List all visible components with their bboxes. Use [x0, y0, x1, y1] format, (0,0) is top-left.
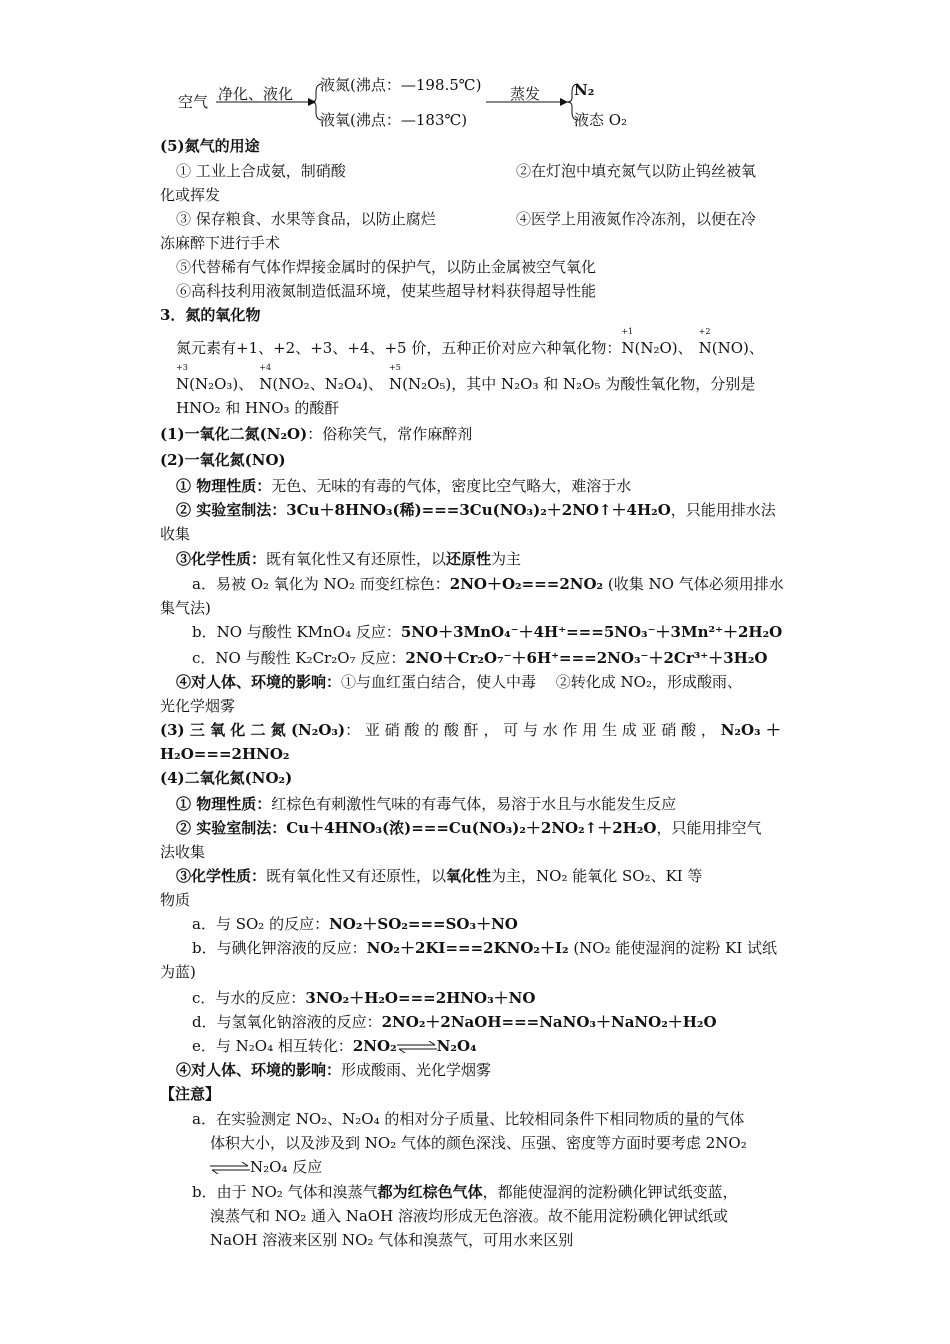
no2-lab-prep [176, 818, 762, 838]
air-separation-diagram [0, 0, 950, 140]
keyword: 都为红棕色气体 [377, 1183, 483, 1201]
equilibrium-arrow-icon [397, 1041, 437, 1053]
n2o-line [160, 424, 472, 444]
label: ③化学性质： [176, 867, 267, 885]
no2-impact [176, 1060, 491, 1080]
use-item-2-cont: 化或挥发 [160, 186, 221, 204]
liquid-nitrogen-text: 液氮(沸点：—198.5℃) [320, 76, 482, 94]
text: 红棕色有刺激性气味的有毒气体，易溶于水且与水能发生反应 [271, 795, 677, 813]
text: a．易被 O₂ 氧化为 NO₂ 而变红棕色： [192, 575, 450, 593]
air-label: 空气 [178, 93, 209, 111]
valence-n-plus1 [621, 327, 635, 358]
label: ① 物理性质： [176, 795, 272, 813]
label: ④对人体、环境的影响： [176, 1061, 342, 1079]
equation: 5NO＋3MnO₄⁻＋4H⁺===5NO₃⁻＋3Mn²⁺＋2H₂O [400, 623, 783, 641]
valence-n-plus4 [259, 363, 273, 394]
evaporate-label: 蒸发 [510, 85, 541, 103]
uses-heading: (5)氮气的用途 [160, 137, 260, 155]
note-a-line-1: a．在实验测定 NO₂、N₂O₄ 的相对分子质量、比较相同条件下相同物质的量的气体 [192, 1110, 745, 1128]
use-item-1: ① 工业上合成氨，制硝酸 [176, 162, 346, 180]
equation: Cu＋4HNO₃(浓)===Cu(NO₃)₂＋2NO₂↑＋2H₂O [286, 819, 657, 837]
label: ④对人体、环境的影响： [176, 673, 342, 691]
note-b-line-3: NaOH 溶液来区别 NO₂ 气体和溴蒸气，可用水来区别 [210, 1231, 574, 1249]
oxide-formula: (NO)、 [711, 339, 764, 357]
no2-chemical-cont: 物质 [160, 891, 191, 909]
use-item-6: ⑥高科技利用液氮制造低温环境，使某些超导材料获得超导性能 [176, 282, 597, 300]
valence-label: +5 [389, 363, 401, 372]
no2-reaction-e [192, 1036, 477, 1056]
valence-n-plus3 [176, 363, 190, 394]
no-chemical [176, 549, 521, 569]
equilibrium-arrow-icon [210, 1162, 250, 1174]
label: ③化学性质： [176, 550, 267, 568]
no-physical [176, 476, 631, 496]
liquid-o2-label: 液态 O₂ [574, 111, 628, 129]
no-heading: (2)一氧化氮(NO) [160, 451, 286, 469]
n2o3-equation-cont: H₂O===2HNO₂ [160, 745, 290, 763]
note-b-line-1 [192, 1182, 738, 1202]
text: (NO₂ 能使湿润的淀粉 KI 试纸 [568, 939, 778, 957]
liquid-oxygen-label [320, 110, 467, 130]
use-item-5: ⑤代替稀有气体作焊接金属时的保护气，以防止金属被空气氧化 [176, 258, 597, 276]
equation: NO₂＋SO₂===SO₃＋NO [329, 915, 518, 933]
text: N₂O₄ 反应 [250, 1158, 323, 1176]
valence-label: +3 [176, 363, 188, 372]
equation-left: 2NO₂ [352, 1037, 397, 1055]
text: a．与 SO₂ 的反应： [192, 915, 330, 933]
text: c．NO 与酸性 K₂Cr₂O₇ 反应： [192, 649, 406, 667]
oxides-heading: 3．氮的氧化物 [160, 306, 261, 324]
valence-n-plus5 [389, 363, 403, 394]
no2-reaction-c [192, 988, 535, 1008]
text: b．NO 与酸性 KMnO₄ 反应： [192, 623, 401, 641]
element-symbol: N [259, 375, 273, 393]
no-lab-prep [176, 500, 776, 520]
valence-label: +4 [259, 363, 272, 372]
equation: 2NO＋Cr₂O₇⁻＋6H⁺===2NO₃⁻＋2Cr³⁺＋3H₂O [405, 649, 768, 667]
n2o3-line [160, 720, 781, 740]
liquid-nitrogen-label [320, 75, 481, 95]
no-reaction-b [192, 622, 782, 642]
equation: 3NO₂＋H₂O===2HNO₃＋NO [305, 989, 536, 1007]
oxides-intro-line-2 [176, 363, 756, 394]
n2-label: N₂ [574, 81, 595, 99]
no2-lab-prep-cont: 法收集 [160, 843, 206, 861]
oxides-intro-line-3: HNO₂ 和 HNO₃ 的酸酐 [176, 399, 340, 417]
valence-label: +1 [621, 327, 634, 336]
no-impact [176, 672, 742, 692]
n2o3-heading: (3) 三 氧 化 二 氮 (N₂O₃) [160, 721, 346, 739]
text: 为主 [491, 550, 522, 568]
label: ① 物理性质： [176, 477, 272, 495]
no2-reaction-a [192, 914, 518, 934]
oxides-intro-line-1 [176, 327, 764, 358]
equation: 3Cu＋8HNO₃(稀)===3Cu(NO₃)₂＋2NO↑＋4H₂O [286, 501, 671, 519]
text: ，只能用排水法 [670, 501, 776, 519]
text: ①与血红蛋白结合，使人中毒 ②转化成 NO₂，形成酸雨、 [341, 673, 742, 691]
n2o3-text: ： 亚 硝 酸 的 酸 酐 ， 可 与 水 作 用 生 成 亚 硝 酸 ， [345, 721, 716, 739]
text: 无色、无味的有毒的气体，密度比空气略大，难溶于水 [271, 477, 632, 495]
n2o-text: ：俗称笑气，常作麻醉剂 [307, 425, 473, 443]
n2o-heading: (1)一氧化二氮(N₂O) [160, 425, 308, 443]
keyword: 还原性 [446, 550, 492, 568]
liquid-oxygen-text: 液氧(沸点：—183℃) [320, 111, 468, 129]
oxide-formula: (N₂O₅)，其中 N₂O₃ 和 N₂O₅ 为酸性氧化物，分别是 [402, 375, 756, 393]
text: 既有氧化性又有还原性，以 [266, 867, 447, 885]
valence-label: +2 [698, 327, 711, 336]
text: 为主，NO₂ 能氧化 SO₂、KI 等 [491, 867, 703, 885]
text: e．与 N₂O₄ 相互转化： [192, 1037, 353, 1055]
text: c．与水的反应： [192, 989, 306, 1007]
oxide-formula: (N₂O₃)、 [189, 375, 254, 393]
use-item-4: ④医学上用液氮作冷冻剂，以便在冷 [516, 210, 757, 228]
element-symbol: N [389, 375, 403, 393]
equation: 2NO₂＋2NaOH===NaNO₃＋NaNO₂＋H₂O [381, 1013, 717, 1031]
no2-heading: (4)二氧化氮(NO₂) [160, 769, 293, 787]
label: ② 实验室制法： [176, 501, 287, 519]
equation: 2NO＋O₂===2NO₂ [449, 575, 604, 593]
note-a-line-3 [210, 1157, 322, 1177]
text: b．由于 NO₂ 气体和溴蒸气 [192, 1183, 378, 1201]
keyword: 氧化性 [446, 867, 492, 885]
purify-liquefy-label: 净化、液化 [218, 85, 294, 103]
no-reaction-a [192, 574, 784, 594]
oxide-formula: (N₂O)、 [634, 339, 693, 357]
note-b-line-2: 溴蒸气和 NO₂ 通入 NaOH 溶液均形成无色溶液。故不能用淀粉碘化钾试纸或 [210, 1207, 728, 1225]
use-item-2: ②在灯泡中填充氮气以防止钨丝被氧 [516, 162, 757, 180]
valence-n-plus2 [698, 327, 712, 358]
no-lab-prep-cont: 收集 [160, 525, 191, 543]
no2-chemical [176, 866, 703, 886]
no2-reaction-d [192, 1012, 717, 1032]
element-symbol: N [698, 339, 712, 357]
equation: N₂O₃ ＋ [720, 721, 781, 739]
label: ② 实验室制法： [176, 819, 287, 837]
element-symbol: N [621, 339, 635, 357]
no-impact-cont: 光化学烟雾 [160, 697, 236, 715]
equation: NO₂＋2KI===2KNO₂＋I₂ [366, 939, 569, 957]
text: ，都能使湿润的淀粉碘化钾试纸变蓝， [482, 1183, 738, 1201]
note-a-line-2: 体积大小，以及涉及到 NO₂ 气体的颜色深浅、压强、密度等方面时要考虑 2NO₂ [210, 1134, 747, 1152]
oxide-formula: (NO₂、N₂O₄)、 [272, 375, 383, 393]
text: 形成酸雨、光化学烟雾 [341, 1061, 492, 1079]
no2-physical [176, 794, 676, 814]
text: 既有氧化性又有还原性，以 [266, 550, 447, 568]
use-item-4-cont: 冻麻醉下进行手术 [160, 234, 281, 252]
no2-reaction-b-cont: 为蓝) [160, 963, 196, 981]
arrow-2-head-icon [560, 98, 568, 106]
oxides-intro-text: 氮元素有+1、+2、+3、+4、+5 价，五种正价对应六种氧化物： [176, 339, 622, 357]
use-item-3: ③ 保存粮食、水果等食品，以防止腐烂 [176, 210, 436, 228]
no-reaction-a-cont: 集气法) [160, 599, 211, 617]
text: (收集 NO 气体必须用排水 [603, 575, 784, 593]
text: b．与碘化钾溶液的反应： [192, 939, 367, 957]
text: d．与氢氧化钠溶液的反应： [192, 1013, 382, 1031]
no-reaction-c [192, 648, 767, 668]
equation-right: N₂O₄ [436, 1037, 477, 1055]
note-heading: 【注意】 [160, 1085, 221, 1103]
text: ，只能用排空气 [656, 819, 762, 837]
no2-reaction-b [192, 938, 777, 958]
element-symbol: N [176, 375, 190, 393]
